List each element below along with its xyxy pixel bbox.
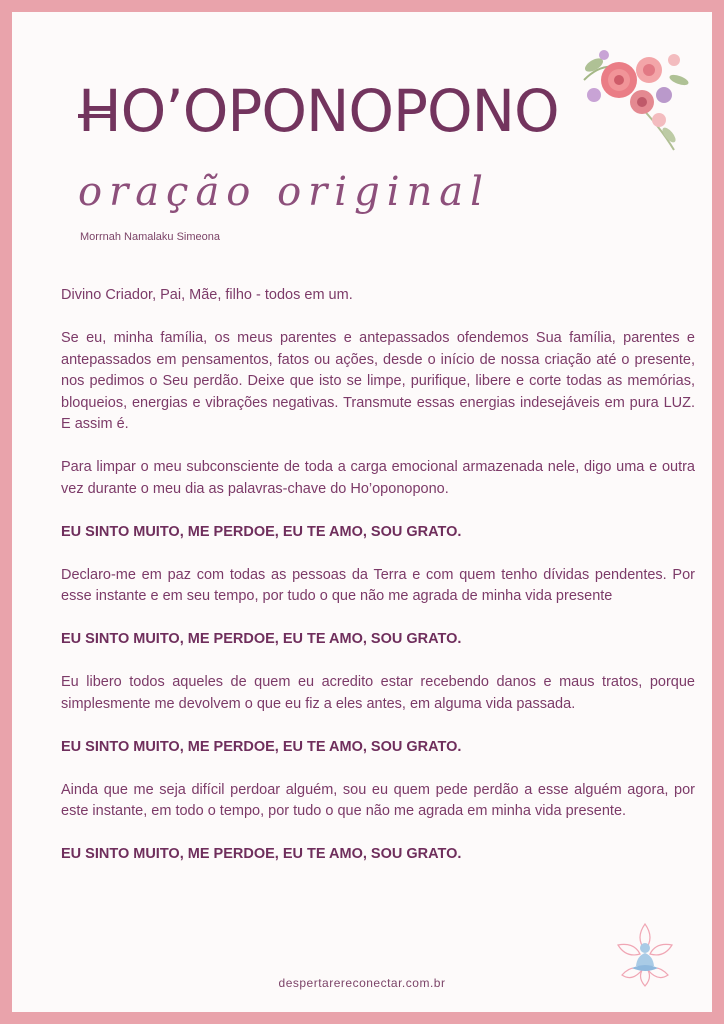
mantra-line: EU SINTO MUITO, ME PERDOE, EU TE AMO, SOU GRATO. (61, 738, 462, 755)
mantra-line: EU SINTO MUITO, ME PERDOE, EU TE AMO, SOU GRATO. (61, 846, 462, 862)
paragraph-pardon: Ainda que me seja difícil perdoar alguém, sou eu quem pede perdão a esse alguém agora, por este instante, em todo o tempo, por tudo o que não me agrada em minha vida presente. (61, 781, 695, 819)
paragraph-invocation: Divino Criador, Pai, Mãe, filho - todos em um. (61, 287, 353, 303)
flower-bouquet-icon (564, 40, 694, 160)
mantra-line: EU SINTO MUITO, ME PERDOE, EU TE AMO, SOU GRATO. (61, 631, 462, 647)
paragraph-cleansing: Para limpar o meu subconsciente de toda a carga emocional armazenada nele, digo uma e outra vez durante o meu dia as palavras-chave do Ho’oponopono. (61, 459, 695, 497)
paragraph-forgiveness: Se eu, minha família, os meus parentes e antepassados ofendemos Sua família, parentes e antepassados em pensamentos, fatos ou ações, desde o início de nossa criação até o presente, nos pedimos o Seu perdão. Deixe que isto se limpe, purifique, libere e corte todas as memórias, bloqueios, energias e vibrações negativas. Transmute essas energias indesejáveis em pura LUZ. E assim é. (61, 330, 695, 432)
page-title: HO’OPONOPONO (78, 77, 559, 145)
page-subtitle: oração original (78, 169, 490, 215)
paragraph-release: Eu libero todos aqueles de quem eu acredito estar recebendo danos e maus tratos, porque simplesmente me devolvem o que eu fiz a eles antes, em alguma vida passada. (61, 674, 695, 712)
mantra-line: EU SINTO MUITO, ME PERDOE, EU TE AMO, SOU GRATO. (61, 523, 462, 540)
paragraph-peace: Declaro-me em paz com todas as pessoas da Terra e com quem tenho dívidas pendentes. Por esse instante e em seu tempo, por tudo o que não me agrada de minha vida presente (61, 566, 695, 604)
prayer-body (61, 285, 695, 887)
website-footer: despertarereconectar.com.br (278, 976, 446, 990)
author-name: Morrnah Namalaku Simeona (80, 231, 221, 243)
document-page (12, 12, 712, 1012)
